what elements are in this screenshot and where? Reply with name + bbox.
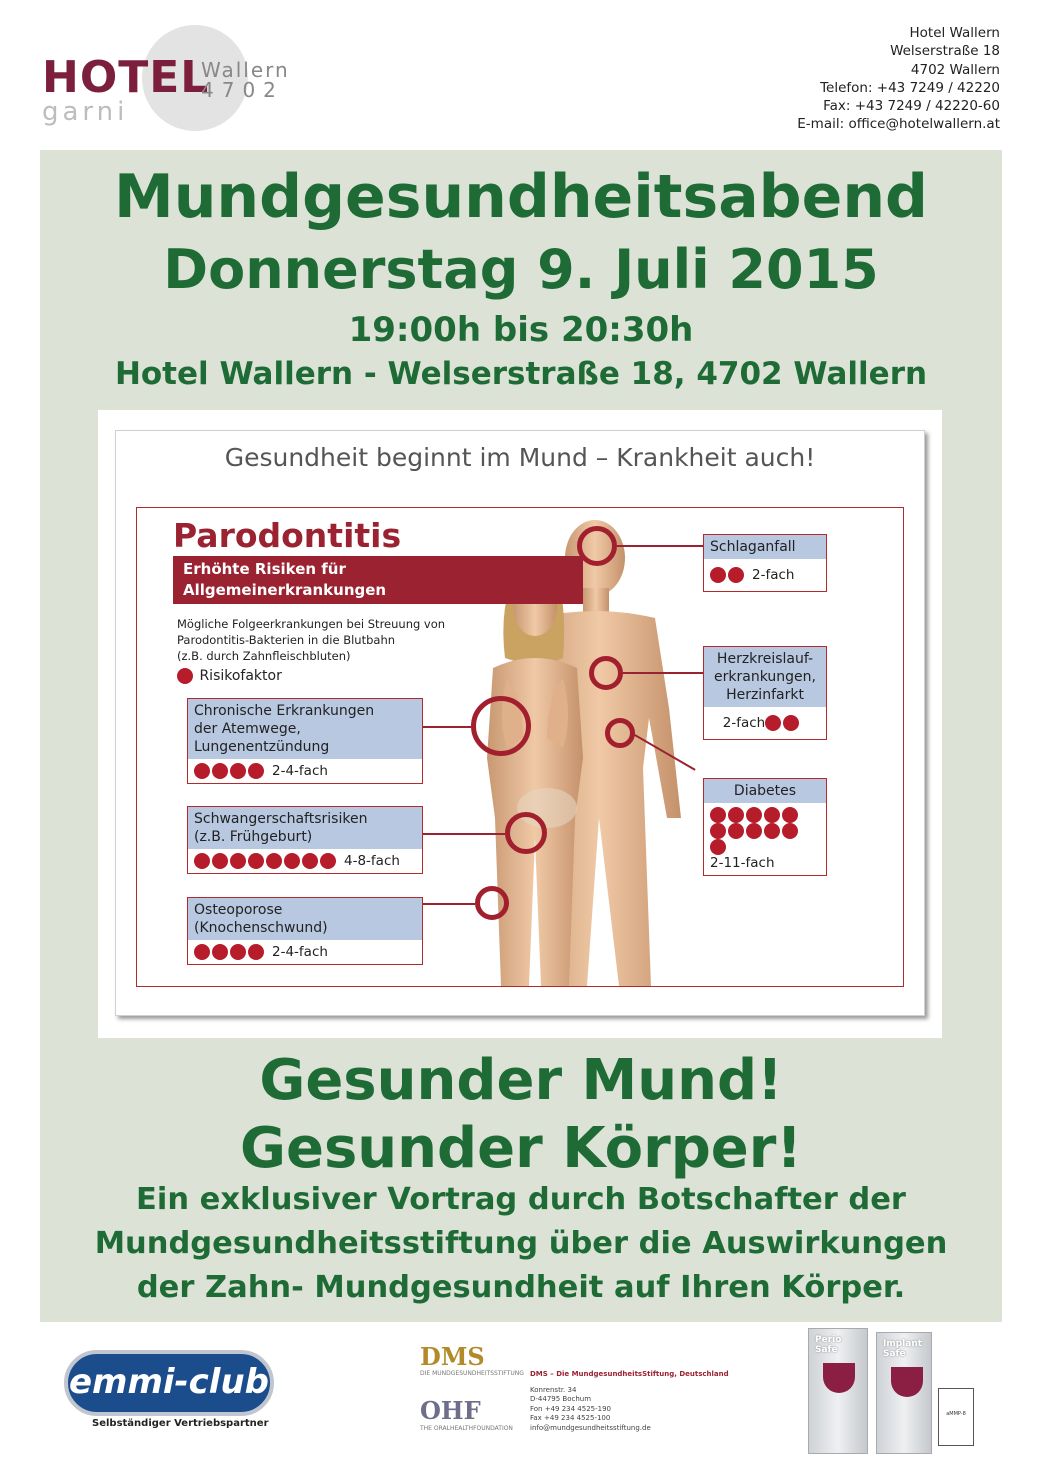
risk-dot-icon (710, 807, 726, 823)
contact-phone: Telefon: +43 7249 / 42220 (820, 79, 1000, 96)
dms-address-line: Fax +49 234 4525-100 (530, 1414, 611, 1422)
schlaganfall-dots (710, 567, 752, 583)
risk-dot-icon (266, 853, 282, 869)
risk-dot-icon (230, 763, 246, 779)
risk-dot-icon (212, 853, 228, 869)
risk-dot-icon (212, 763, 228, 779)
description-line-1: Ein exklusiver Vortrag durch Botschafter der (136, 1182, 906, 1217)
risk-box-diabetes (703, 778, 827, 876)
risk-dot-icon (320, 853, 336, 869)
osteo-line-1: Osteoporose (194, 902, 283, 918)
risk-dot-icon (782, 823, 798, 839)
atemwege-line-3: Lungenentzündung (194, 739, 330, 755)
schwanger-connector (423, 833, 505, 835)
risk-dot-icon (284, 853, 300, 869)
amnp-badge-label: aMMP-8 (946, 1411, 966, 1417)
dms-address-block (530, 1370, 729, 1433)
contact-street: Welserstraße 18 (890, 43, 1000, 60)
risk-dot-icon (710, 839, 726, 855)
logo-hotel-text: HOTEL (42, 52, 210, 103)
schlaganfall-line-1: Schlaganfall (710, 539, 796, 555)
herz-line-3: Herzinfarkt (726, 687, 804, 703)
risk-dot-icon (746, 823, 762, 839)
desc-line-1: Mögliche Folgeerkrankungen bei Streuung von (177, 617, 446, 631)
event-location: Hotel Wallern - Welserstraße 18, 4702 Wallern (114, 356, 928, 392)
banner-line-1: Erhöhte Risiken für (183, 560, 346, 578)
schwanger-line-1: Schwangerschaftsrisiken (194, 811, 368, 827)
risk-dot-icon (728, 823, 744, 839)
infographic-frame (98, 410, 942, 1038)
risk-dot-icon (783, 715, 799, 731)
risk-dot-icon (764, 807, 780, 823)
risk-dot-icon (728, 807, 744, 823)
schlaganfall-connector (617, 545, 705, 547)
tagline-line-2: Gesunder Körper! (240, 1116, 802, 1181)
risk-dot-icon (230, 853, 246, 869)
event-title: Mundgesundheitsabend (114, 162, 928, 232)
parodontitis-heading: Parodontitis (173, 516, 402, 555)
heart-marker-ring (589, 656, 623, 690)
description-line-3: der Zahn- Mundgesundheit auf Ihren Körper. (136, 1270, 906, 1305)
schwanger-line-2: (z.B. Frühgeburt) (194, 829, 313, 845)
schwanger-factor: 4-8-fach (344, 853, 400, 869)
dms-logo: DMS (420, 1342, 485, 1371)
event-date: Donnerstag 9. Juli 2015 (163, 238, 879, 301)
contact-fax: Fax: +43 7249 / 42220-60 (823, 98, 1000, 115)
implant-safe-label: Implant Safe (883, 1339, 923, 1359)
legend-label: Risikofaktor (199, 668, 282, 684)
description-line-2: Mundgesundheitsstiftung über die Auswirkungen (94, 1226, 948, 1261)
desc-line-2: Parodontitis-Bakterien in die Blutbahn (177, 633, 396, 647)
pelvis-marker-ring (505, 812, 547, 854)
risk-dot-icon (177, 668, 193, 684)
emmi-club-logo (64, 1350, 274, 1416)
risk-dot-icon (764, 823, 780, 839)
amnp-badge (938, 1388, 974, 1446)
risk-box-herz (703, 646, 827, 740)
osteo-connector (423, 903, 475, 905)
risk-dot-icon (194, 944, 210, 960)
risk-dot-icon (248, 763, 264, 779)
risk-box-osteo (187, 897, 423, 965)
logo-zip-text: 4702 (201, 78, 284, 102)
contact-email[interactable]: E-mail: office@hotelwallern.at (797, 116, 1000, 133)
bone-marker-ring (475, 886, 509, 920)
dms-address-line: info@mundgesundheitsstiftung.de (530, 1423, 651, 1432)
herz-connector (623, 672, 705, 674)
dms-logo-subtitle: DIE MUNDGESUNDHEITSSTIFTUNG (420, 1370, 524, 1377)
ohf-logo-subtitle: THE ORALHEALTHFOUNDATION (420, 1425, 513, 1432)
schlaganfall-factor: 2-fach (752, 567, 795, 583)
risk-box-schwanger (187, 806, 423, 874)
atemwege-dots (194, 763, 272, 779)
infographic-card (115, 430, 925, 1016)
osteo-factor: 2-4-fach (272, 944, 328, 960)
implant-safe-product (876, 1332, 932, 1454)
legend (177, 668, 282, 684)
risk-dot-icon (194, 853, 210, 869)
lung-marker-ring (471, 696, 531, 756)
contact-city: 4702 Wallern (910, 61, 1000, 78)
osteo-line-2: (Knochenschwund) (194, 920, 328, 936)
risk-box-schlaganfall (703, 534, 827, 592)
risk-dot-icon (782, 807, 798, 823)
schwanger-dots (194, 853, 344, 869)
contact-block (797, 24, 1000, 134)
perio-safe-label: Perio Safe (815, 1335, 842, 1355)
risk-dot-icon (710, 823, 726, 839)
risk-dot-icon (302, 853, 318, 869)
risk-banner (173, 556, 583, 604)
parodontitis-diagram (136, 507, 904, 987)
ohf-logo: OHF (420, 1396, 481, 1425)
pancreas-marker-ring (605, 718, 635, 748)
risk-dot-icon (194, 763, 210, 779)
dms-address-line: Konrenstr. 34 (530, 1385, 577, 1394)
tagline-line-1: Gesunder Mund! (259, 1048, 783, 1113)
atemwege-connector (423, 726, 471, 728)
diabetes-factor: 2-11-fach (710, 855, 775, 871)
dms-address-line: D-44795 Bochum (530, 1395, 592, 1403)
dms-address-line: Fon +49 234 4525-190 (530, 1404, 612, 1413)
atemwege-line-2: der Atemwege, (194, 721, 301, 737)
diabetes-line-1: Diabetes (733, 783, 797, 799)
banner-line-2: Allgemeinerkrankungen (183, 581, 387, 599)
implant-icon (891, 1367, 923, 1397)
dms-address-title: DMS – Die MundgesundheitsStiftung, Deutschland (530, 1370, 729, 1378)
event-time: 19:00h bis 20:30h (348, 310, 694, 350)
osteo-dots (194, 944, 272, 960)
risk-dot-icon (728, 567, 744, 583)
diagram-description (177, 616, 445, 664)
logo-garni-text: garni (42, 97, 129, 127)
risk-box-atemwege (187, 698, 423, 784)
desc-line-3: (z.B. durch Zahnfleischbluten) (177, 649, 351, 663)
risk-dot-icon (710, 567, 726, 583)
herz-dots (765, 715, 807, 731)
risk-dot-icon (765, 715, 781, 731)
tooth-icon (823, 1363, 855, 1393)
risk-dot-icon (248, 853, 264, 869)
herz-line-1: Herzkreislauf- (716, 651, 814, 667)
diabetes-dots (710, 807, 820, 855)
herz-factor: 2-fach (722, 715, 766, 731)
perio-safe-product (808, 1328, 868, 1454)
emmi-club-subtitle: Selbständiger Vertriebspartner (92, 1418, 269, 1429)
risk-dot-icon (212, 944, 228, 960)
brain-marker-ring (577, 526, 617, 566)
risk-dot-icon (230, 944, 246, 960)
infographic-title: Gesundheit beginnt im Mund – Krankheit auch! (224, 443, 816, 472)
emmi-club-logo-text: emmi-club (68, 1362, 270, 1402)
risk-dot-icon (248, 944, 264, 960)
logo-wallern-text: Wallern (201, 58, 290, 82)
contact-name: Hotel Wallern (909, 25, 1000, 41)
atemwege-line-1: Chronische Erkrankungen (194, 703, 375, 719)
herz-line-2: erkrankungen, (714, 669, 816, 685)
risk-dot-icon (746, 807, 762, 823)
atemwege-factor: 2-4-fach (272, 763, 328, 779)
